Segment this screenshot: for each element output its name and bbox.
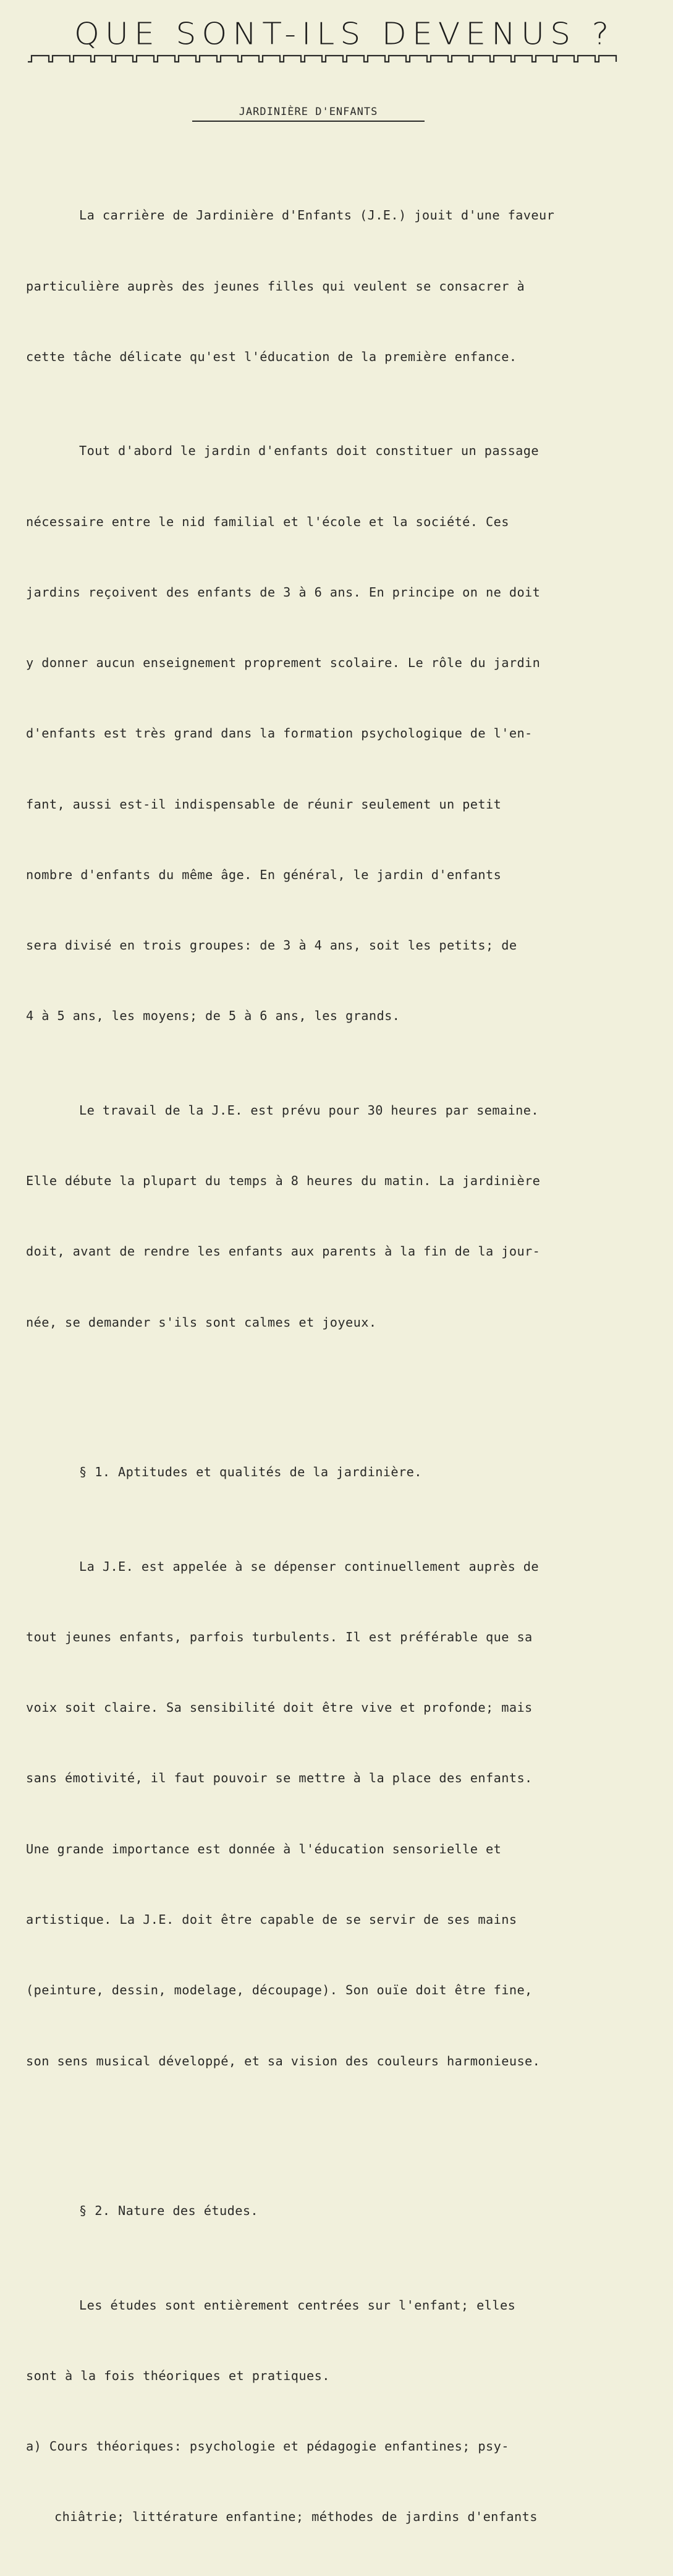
text-line: La J.E. est appelée à se dépenser continuellement auprès de <box>79 1558 540 1574</box>
text-line: particulière auprès des jeunes filles qui veulent se consacrer à <box>26 278 525 294</box>
page-title: QUE SONT-ILS DEVENUS ? <box>74 16 615 52</box>
decorative-square-wave-underline <box>27 52 620 66</box>
text-line: artistique. La J.E. doit être capable de se servir de ses mains <box>26 1912 517 1928</box>
text-line: La carrière de Jardinière d'Enfants (J.E.) jouit d'une faveur <box>79 208 555 223</box>
section-heading: § 1. Aptitudes et qualités de la jardinière. <box>79 1464 422 1480</box>
text-line: jardins reçoivent des enfants de 3 à 6 ans. En principe on ne doit <box>26 584 541 600</box>
section-heading: § 2. Nature des études. <box>79 2203 259 2219</box>
text-line: Le travail de la J.E. est prévu pour 30 heures par semaine. <box>79 1102 540 1118</box>
text-line: fant, aussi est-il indispensable de réunir seulement un petit <box>26 796 502 812</box>
text-line: son sens musical développé, et sa vision des couleurs harmonieuse. <box>26 2053 541 2068</box>
text-line: y donner aucun enseignement proprement scolaire. Le rôle du jardin <box>26 655 541 671</box>
text-line: (peinture, dessin, modelage, découpage). Son ouïe doit être fine, <box>26 1983 533 1998</box>
text-line: d'enfants est très grand dans la formation psychologique de l'en- <box>26 726 533 741</box>
text-line: tout jeunes enfants, parfois turbulents. Il est préférable que sa <box>26 1629 533 1644</box>
text-line: doit, avant de rendre les enfants aux parents à la fin de la jour- <box>26 1244 541 1259</box>
text-line: chiâtrie; littérature enfantine; méthodes de jardins d'enfants <box>54 2509 538 2525</box>
text-line: Une grande importance est donnée à l'éducation sensorielle et <box>26 1841 502 1856</box>
document-body <box>26 133 650 2576</box>
text-line: cette tâche délicate qu'est l'éducation de la première enfance. <box>26 349 517 364</box>
text-line: a) Cours théoriques: psychologie et pédagogie enfantines; psy- <box>26 2439 509 2454</box>
text-line: sans émotivité, il faut pouvoir se mettre à la place des enfants. <box>26 1770 533 1786</box>
text-line: voix soit claire. Sa sensibilité doit être vive et profonde; mais <box>26 1700 533 1715</box>
text-line: nécessaire entre le nid familial et l'école et la société. Ces <box>26 514 509 529</box>
section-title: JARDINIÈRE D'ENFANTS <box>192 104 425 122</box>
text-line: Elle débute la plupart du temps à 8 heures du matin. La jardinière <box>26 1173 541 1189</box>
text-line: Les études sont entièrement centrées sur l'enfant; elles <box>79 2297 516 2313</box>
text-line: sera divisé en trois groupes: de 3 à 4 ans, soit les petits; de <box>26 938 517 953</box>
text-line: nombre d'enfants du même âge. En général, le jardin d'enfants <box>26 867 502 882</box>
text-line: née, se demander s'ils sont calmes et joyeux. <box>26 1314 377 1330</box>
text-line: 4 à 5 ans, les moyens; de 5 à 6 ans, les grands. <box>26 1008 400 1024</box>
text-line: sont à la fois théoriques et pratiques. <box>26 2368 330 2383</box>
text-line: Tout d'abord le jardin d'enfants doit constituer un passage <box>79 443 540 459</box>
